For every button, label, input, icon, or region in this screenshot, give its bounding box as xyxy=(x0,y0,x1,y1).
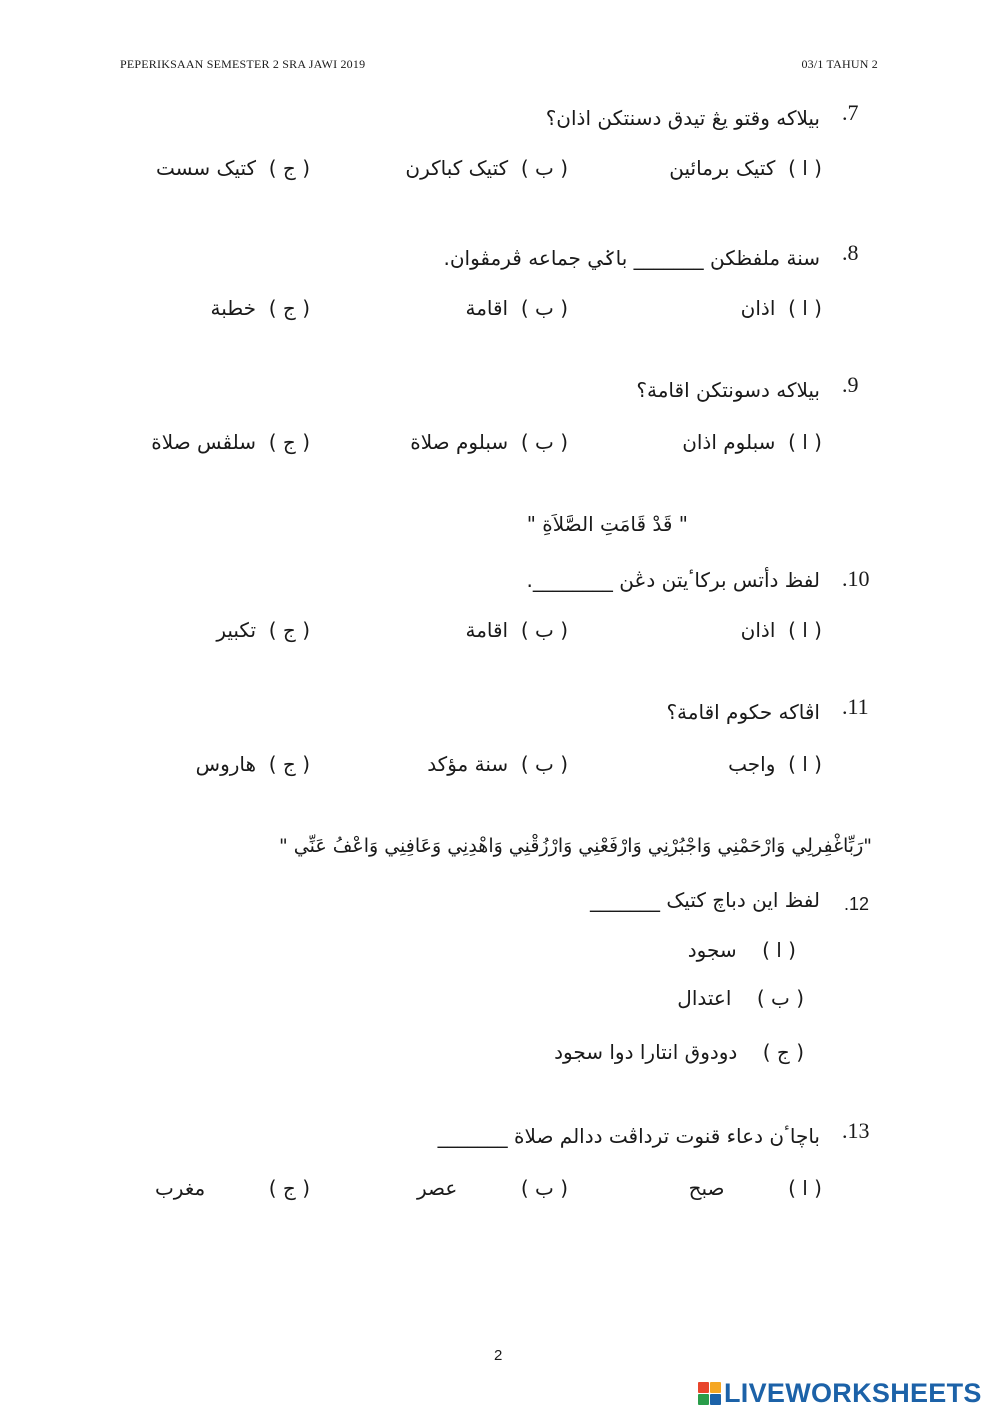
option-label: ( ج ) xyxy=(268,752,310,776)
question-11-number: .11 xyxy=(842,694,869,719)
option-text: سجود xyxy=(687,938,737,962)
header-paper-code: 03/1 TAHUN 2 xyxy=(801,57,878,71)
header-exam-title: PEPERIKSAAN SEMESTER 2 SRA JAWI 2019 xyxy=(120,57,366,71)
option-text: عصر xyxy=(416,1176,458,1200)
question-11-option-a[interactable] xyxy=(728,752,822,776)
option-label: ( ب ) xyxy=(520,752,568,776)
option-label: ( ج ) xyxy=(268,296,310,320)
question-9-number: .9 xyxy=(842,372,859,397)
question-10-text: لفظ دأتس برکاٴيتن دڠن ________. xyxy=(526,568,820,592)
option-text: هاروس xyxy=(195,752,257,776)
question-13-option-c[interactable] xyxy=(155,1176,310,1200)
option-label: ( ا ) xyxy=(788,430,822,454)
option-label: ( ب ) xyxy=(520,1176,568,1200)
question-9-option-b[interactable] xyxy=(410,430,568,454)
question-7-text: بيلاکه وقتو يڠ تيدق دسنتکن اذان؟ xyxy=(545,106,820,130)
question-7-option-c[interactable] xyxy=(156,156,310,180)
option-text: تکبير xyxy=(216,618,257,642)
option-text: صبح xyxy=(688,1176,725,1200)
option-label: ( ا ) xyxy=(788,618,822,642)
question-12-option-b[interactable] xyxy=(677,986,804,1010)
option-text: اذان xyxy=(740,618,776,642)
option-text: دودوق انتارا دوا سجود xyxy=(554,1040,738,1064)
question-12-quote: "رَبِّاغْفِرلِي وَارْحَمْنِي وَاجْبُرْنِي وَارْفَعْنِي وَارْزُقْنِي وَاهْدِنِي وَعَافِنِي وَاعْفُ عَنِّي " xyxy=(278,835,872,857)
option-text: کتيک سست xyxy=(155,156,257,180)
option-text: سبلوم اذان xyxy=(682,430,776,454)
question-9-option-a[interactable] xyxy=(682,430,822,454)
option-label: ( ب ) xyxy=(520,618,568,642)
page-number: 2 xyxy=(494,1347,503,1364)
option-text: اذان xyxy=(740,296,776,320)
option-text: سلڤس صلاة xyxy=(151,430,257,454)
option-text: واجب xyxy=(728,752,776,776)
question-12-option-c[interactable] xyxy=(554,1040,804,1064)
question-12-text: لفظ اين دباچ کتيک _______ xyxy=(590,888,820,912)
option-label: ( ب ) xyxy=(756,986,804,1010)
question-10-option-c[interactable] xyxy=(216,618,310,642)
question-7-option-b[interactable] xyxy=(405,156,568,180)
logo-tile-4 xyxy=(710,1394,721,1405)
question-8-option-a[interactable] xyxy=(741,296,822,320)
option-label: ( ج ) xyxy=(268,430,310,454)
question-11-text: اڤاکه حکوم اقامة؟ xyxy=(666,700,820,724)
option-label: ( ا ) xyxy=(762,938,796,962)
option-text: سنة مؤکد xyxy=(427,752,509,776)
question-7-option-a[interactable] xyxy=(669,156,822,180)
logo-tile-2 xyxy=(710,1382,721,1393)
question-10-option-a[interactable] xyxy=(741,618,822,642)
question-11-option-b[interactable] xyxy=(427,752,568,776)
question-8-text: سنة ملفظکن _______ باݢي جماعه ڤرمڤوان. xyxy=(443,246,820,270)
liveworksheets-wordmark: LIVEWORKSHEETS xyxy=(724,1378,982,1408)
question-10-option-b[interactable] xyxy=(465,618,568,642)
question-12-option-a[interactable] xyxy=(688,938,796,962)
question-10-number: .10 xyxy=(842,566,870,591)
logo-tile-3 xyxy=(698,1394,709,1405)
question-13-option-a[interactable] xyxy=(689,1176,822,1200)
option-text: خطبة xyxy=(210,296,257,320)
option-text: اقامة xyxy=(465,296,509,320)
question-9-option-c[interactable] xyxy=(151,430,310,454)
option-label: ( ب ) xyxy=(520,430,568,454)
question-9-text: بيلاکه دسونتکن اقامة؟ xyxy=(636,378,820,402)
liveworksheets-logo-icon xyxy=(698,1382,721,1405)
option-label: ( ا ) xyxy=(788,296,822,320)
option-label: ( ب ) xyxy=(520,156,568,180)
question-13-option-b[interactable] xyxy=(417,1176,568,1200)
option-text: سبلوم صلاة xyxy=(410,430,509,454)
option-text: اقامة xyxy=(465,618,509,642)
option-label: ( ب ) xyxy=(520,296,568,320)
liveworksheets-brand[interactable] xyxy=(698,1378,982,1409)
option-text: کتيک برمائين xyxy=(669,156,776,180)
option-label: ( ج ) xyxy=(268,156,310,180)
question-13-text: باچاٴن دعاء قنوت ترداڤت ددالم صلاة _______ xyxy=(437,1124,820,1148)
question-10-quote: " قَدْ قَامَتِ الصَّلاَةِ " xyxy=(526,512,688,536)
option-label: ( ج ) xyxy=(268,618,310,642)
option-text: کتيک کباکرن xyxy=(405,156,509,180)
question-13-number: .13 xyxy=(842,1118,870,1143)
question-8-option-b[interactable] xyxy=(465,296,568,320)
option-label: ( ج ) xyxy=(762,1040,804,1064)
option-label: ( ا ) xyxy=(788,1176,822,1200)
option-label: ( ا ) xyxy=(788,752,822,776)
question-8-number: .8 xyxy=(842,240,859,265)
option-label: ( ا ) xyxy=(788,156,822,180)
option-text: اعتدال xyxy=(677,986,732,1010)
logo-tile-1 xyxy=(698,1382,709,1393)
question-12-number: .12 xyxy=(844,894,870,914)
question-8-option-c[interactable] xyxy=(211,296,310,320)
option-text: مغرب xyxy=(154,1176,206,1200)
option-label: ( ج ) xyxy=(268,1176,310,1200)
question-11-option-c[interactable] xyxy=(196,752,310,776)
question-7-number: .7 xyxy=(842,100,859,125)
